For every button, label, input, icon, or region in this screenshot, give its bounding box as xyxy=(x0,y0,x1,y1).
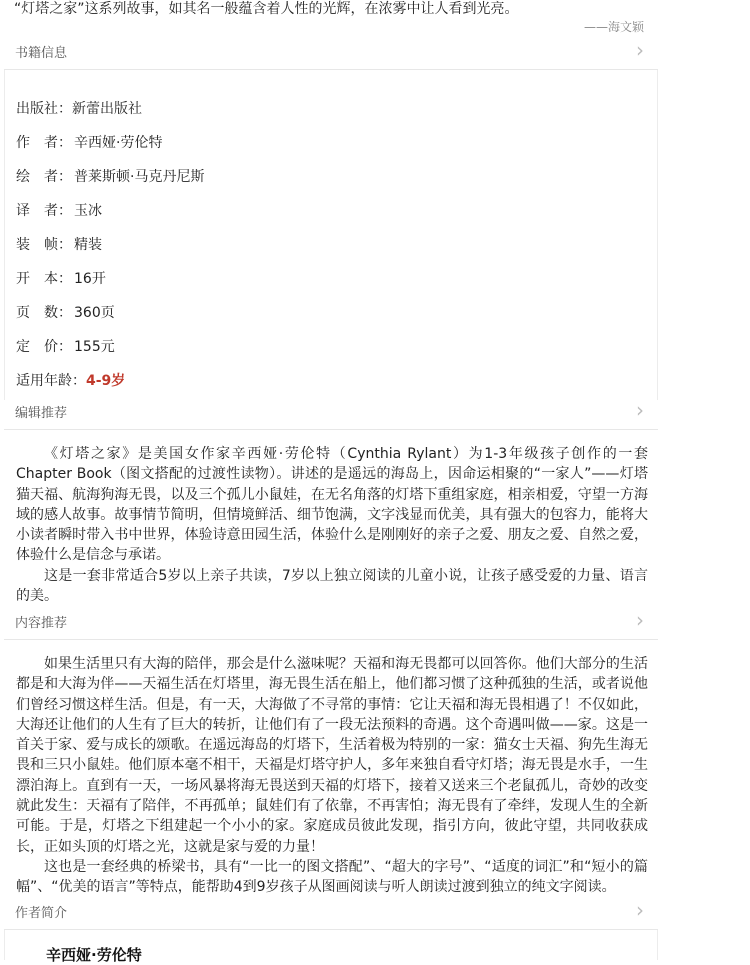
chevron-right-icon[interactable]: › xyxy=(636,608,644,632)
info-row-translator: 译 者： 玉冰 xyxy=(16,203,102,219)
info-row-binding: 装 帧： 精装 xyxy=(16,237,102,253)
paragraph: 《灯塔之家》是美国女作家辛西娅·劳伦特（Cynthia Rylant）为1-3年级孩子创作的一套Chapter Book（图文搭配的过渡性读物）。讲述的是遥远的海岛上，因命运相聚的“一家人”——灯塔猫天福、航海狗海无畏，以及三个孤儿小鼠娃，在无名角落的灯塔下重组家庭，相亲相爱，守望一方海域的感人故事。故事情节简明，但情境鲜活、细节饱满，文字浅显而优美，具有强大的包容力，能将大小读者瞬时带入书中世界，体验诗意田园生活，体验什么是刚刚好的亲子之爱、朋友之爱、自然之爱，体验什么是信念与承诺。 xyxy=(16,446,648,564)
info-row-publisher: 出版社：新蕾出版社 xyxy=(16,101,142,117)
section-header-author-intro[interactable] xyxy=(4,894,658,930)
section-title: 内容推荐 xyxy=(15,616,68,631)
info-row-format: 开 本： 16开 xyxy=(16,271,106,287)
section-title: 作者简介 xyxy=(15,906,68,921)
section-header-book-info[interactable] xyxy=(4,34,658,70)
section-title: 编辑推荐 xyxy=(15,406,68,421)
card-border xyxy=(4,70,5,400)
section-header-content-rec[interactable] xyxy=(4,604,658,640)
paragraph: 如果生活里只有大海的陪伴，那会是什么滋味呢？天福和海无畏都可以回答你。他们大部分的生活都是和大海为伴——天福生活在灯塔里，海无畏生活在船上，他们都习惯了这种孤独的生活，或者说他们曾经习惯这样生活。但是，有一天，大海做了不寻常的事情：它让天福和海无畏相遇了！不仅如此，大海还让他们的人生有了巨大的转折，让他们有了一段无法预料的奇遇。这个奇遇叫做——家。这是一首关于家、爱与成长的颂歌。在遥远海岛的灯塔下，生活着极为特别的一家：猫女士天福、狗先生海无畏和三只小鼠娃。他们原本毫不相干，天福是灯塔守护人，多年来独自看守灯塔；海无畏是水手，一生漂泊海上。直到有一天，一场风暴将海无畏送到天福的灯塔下，接着又送来三个老鼠孤儿，奇妙的改变就此发生：天福有了陪伴，不再孤单；鼠娃们有了依靠，不再害怕；海无畏有了牵绊，发现人生的全新可能。于是，灯塔之下组建起一个小小的家。家庭成员彼此发现，指引方向，彼此守望，共同收获成长，正如头顶的灯塔之光，这就是家与爱的力量！ xyxy=(16,656,648,855)
info-row-pages: 页 数： 360页 xyxy=(16,305,115,321)
info-row-illustrator: 绘 者： 普莱斯顿·马克丹尼斯 xyxy=(16,169,205,185)
info-row-age: 适用年龄：4-9岁 xyxy=(16,373,126,389)
card-border xyxy=(657,70,658,400)
card-border xyxy=(657,930,658,960)
quote-author: ——海文颖 xyxy=(583,20,644,34)
content-rec-text xyxy=(16,654,648,898)
info-row-author: 作 者： 辛西娅·劳伦特 xyxy=(16,135,163,151)
paragraph: 这是一套非常适合5岁以上亲子共读，7岁以上独立阅读的儿童小说，让孩子感受爱的力量、语言的美。 xyxy=(16,567,648,605)
card-border xyxy=(4,930,5,960)
info-row-price: 定 价： 155元 xyxy=(16,339,115,355)
chevron-right-icon[interactable]: › xyxy=(636,898,644,922)
editor-rec-text xyxy=(16,444,648,606)
chevron-right-icon[interactable]: › xyxy=(636,38,644,62)
section-header-editor-rec[interactable] xyxy=(4,394,658,430)
paragraph: 这也是一套经典的桥梁书，具有“一比一的图文搭配”、“超大的字号”、“适度的词汇”和“短小的篇幅”、“优美的语言”等特点，能帮助4到9岁孩子从图画阅读与听人朗读过渡到独立的纯文字阅读。 xyxy=(16,858,648,896)
book-info-list xyxy=(16,98,204,404)
section-title: 书籍信息 xyxy=(15,46,68,61)
author-name: 辛西娅·劳伦特 xyxy=(46,946,142,964)
chevron-right-icon[interactable]: › xyxy=(636,398,644,422)
quote-text: “灯塔之家”这系列故事，如其名一般蕴含着人性的光辉，在浓雾中让人看到光亮。 xyxy=(14,1,519,17)
